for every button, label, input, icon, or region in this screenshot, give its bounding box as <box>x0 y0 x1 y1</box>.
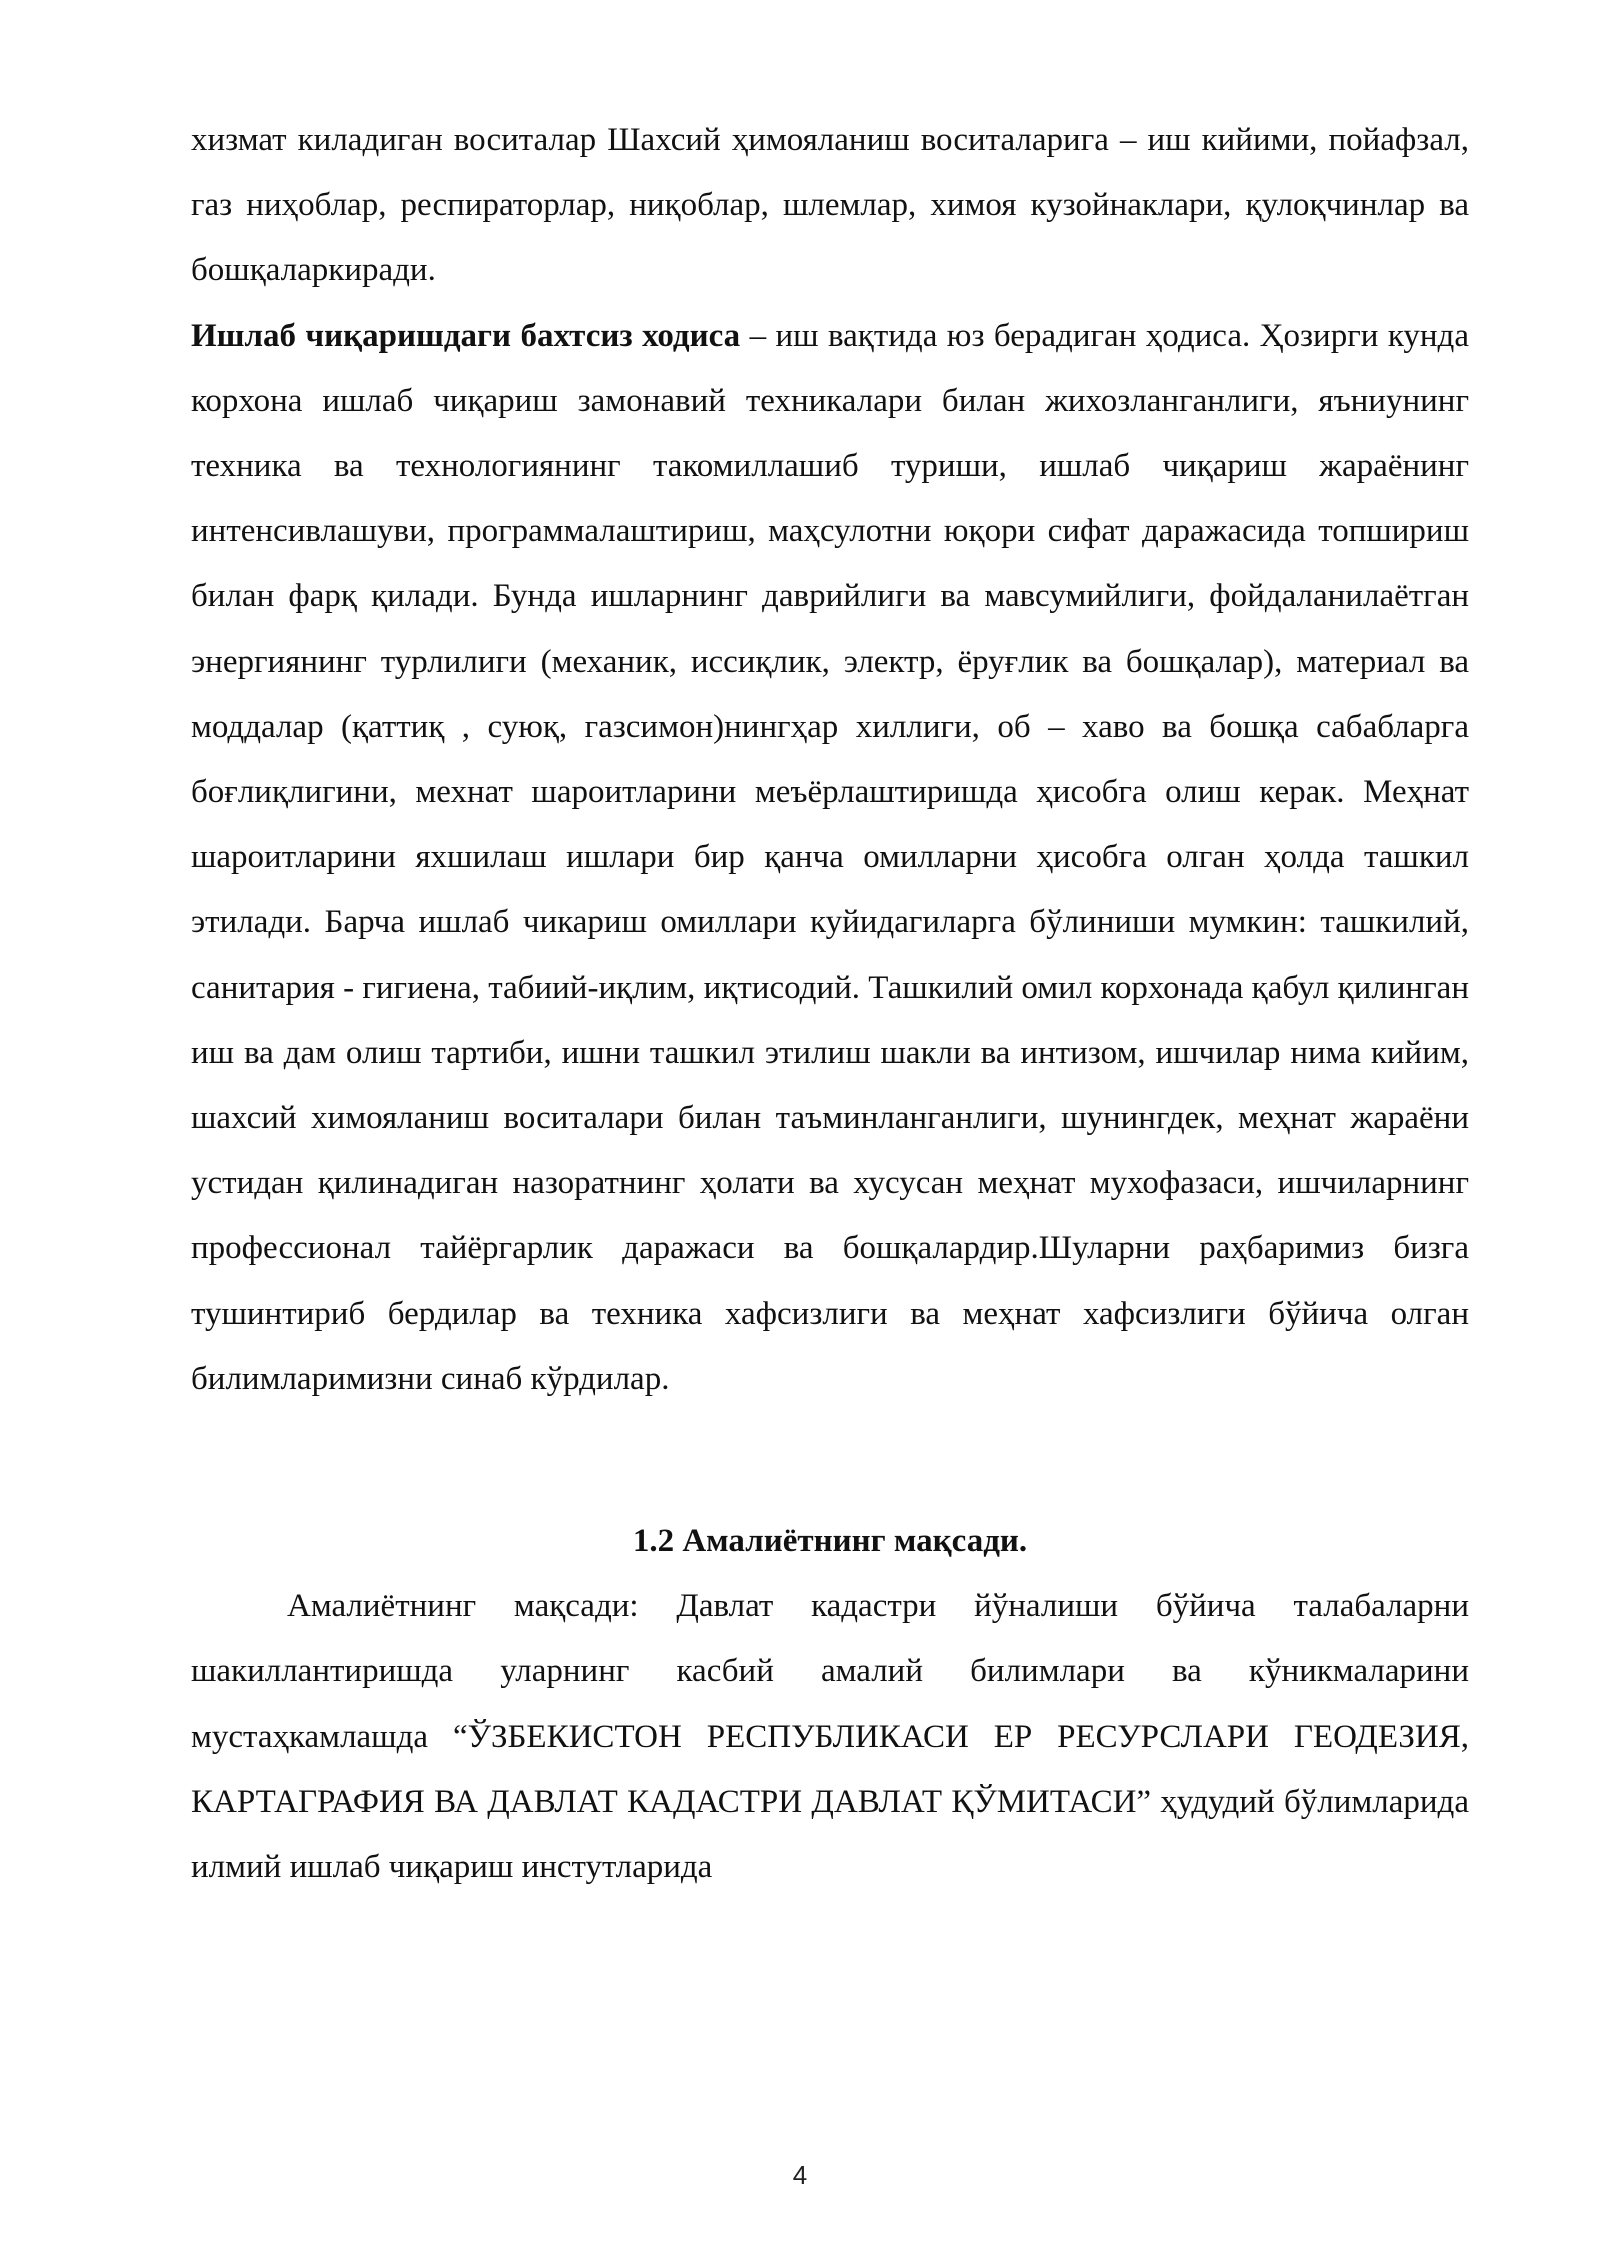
term-accident: Ишлаб чиқаришдаги бахтсиз ходиса <box>191 317 741 354</box>
paragraph-ppe: хизмат киладиган воситалар Шахсий ҳимояланиш воситаларига – иш кийими, пойафзал, газ ниҳоблар, респираторлар, ниқоблар, шлемлар, химоя кузойнаклари, қулоқчинлар ва бошқаларкиради. <box>191 122 1469 289</box>
paragraph-practice-goal: Амалиётнинг мақсади: Давлат кадастри йўналиши бўйича талабаларни шакиллантиришда уларнинг касбий амалий билимлари ва кўникмаларини мустаҳкамлашда “ЎЗБЕКИСТОН РЕСПУБЛИКАСИ ЕР РЕСУРСЛАРИ ГЕОДЕЗИЯ, КАРТАГРАФИЯ ВА ДАВЛАТ КАДАСТРИ ДАВЛАТ ҚЎМИТАСИ” ҳудудий бўлимларида илмий ишлаб чиқариш инстутларида <box>191 1588 1469 1886</box>
page-body <box>191 108 1469 1900</box>
paragraph-accident-text: – иш вақтида юз берадиган ҳодиса. Ҳозирги кунда корхона ишлаб чиқариш замонавий техникалари билан жихозланганлиги, яъниунинг техника ва технологиянинг такомиллашиб туриши, ишлаб чиқариш жараёнинг интенсивлашуви, программалаштириш, маҳсулотни юқори сифат даражасида топшириш билан фарқ қилади. Бунда ишларнинг даврийлиги ва мавсумийлиги, фойдаланилаётган энергиянинг турлилиги (механик, иссиқлик, электр, ёруғлик ва бошқалар), материал ва моддалар (қаттиқ , суюқ, газсимон)нингҳар хиллиги, об – хаво ва бошқа сабабларга боғлиқлигини, мехнат шароитларини меъёрлаштиришда ҳисобга олиш керак. Меҳнат шароитларини яхшилаш ишлари бир қанча омилларни ҳисобга олган ҳолда ташкил этилади. Барча ишлаб чикариш омиллари куйидагиларга бўлиниши мумкин: ташкилий, санитария - гигиена, табиий-иқлим, иқтисодий. Ташкилий омил корхонада қабул қилинган иш ва дам олиш тартиби, ишни ташкил этилиш шакли ва интизом, ишчилар нима кийим, шахсий химояланиш воситалари билан таъминланганлиги, шунингдек, меҳнат жараёни устидан қилинадиган назоратнинг ҳолати ва хусусан меҳнат мухофазаси, ишчиларнинг профессионал тайёргарлик даражаси ва бошқалардир.Шуларни раҳбаримиз бизга тушинтириб бердилар ва техника хафсизлиги ва меҳнат хафсизлиги бўйича олган билимларимизни синаб кўрдилар. <box>191 317 1469 1397</box>
paragraph-accident <box>191 304 1469 1412</box>
section-heading: 1.2 Амалиётнинг мақсади. <box>632 1523 1028 1560</box>
page-number: 4 <box>792 2160 808 2190</box>
